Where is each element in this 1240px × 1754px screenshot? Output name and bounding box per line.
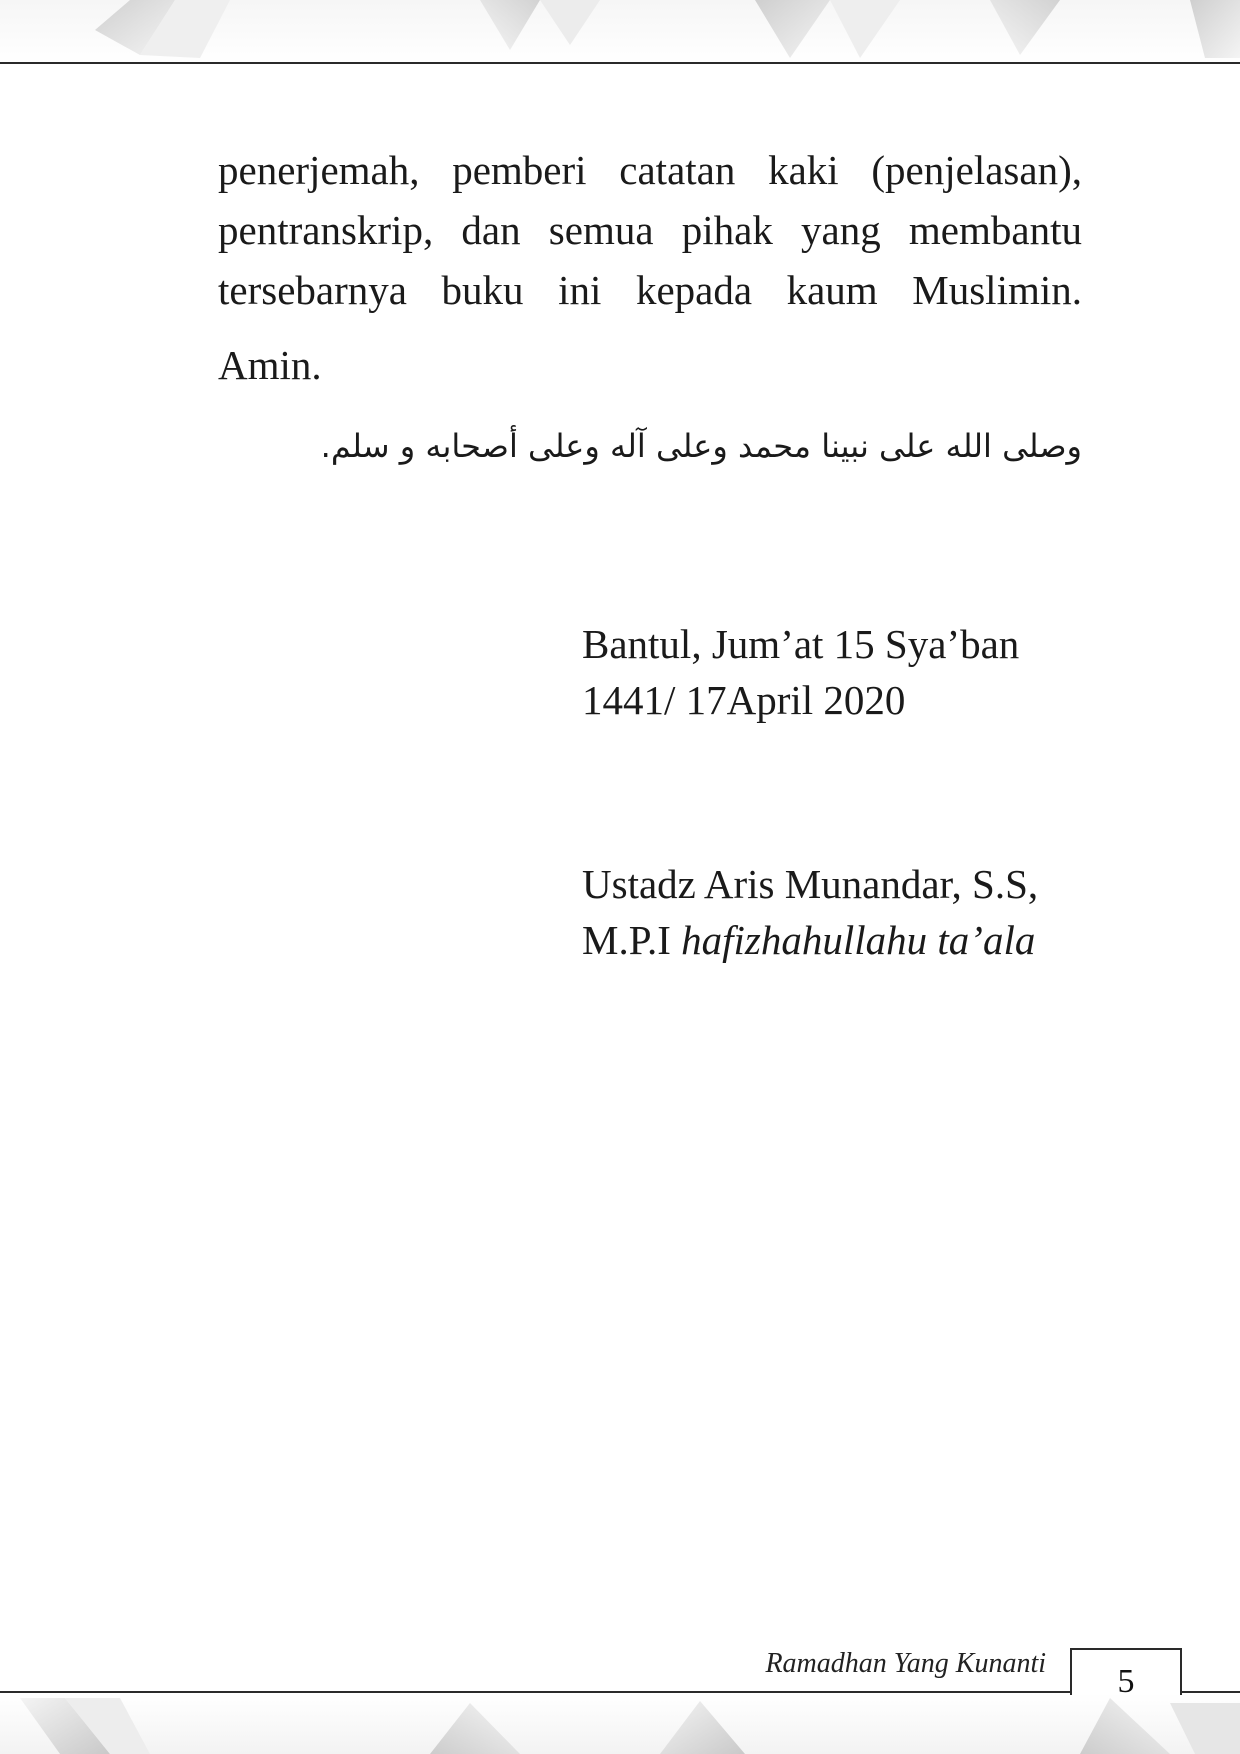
author-honorific: hafizhahullahu ta’ala [681,917,1036,963]
triangle-pattern-icon [0,1693,1240,1754]
body-paragraph: penerjemah, pemberi catatan kaki (penjelasan), pentranskrip, dan semua pihak yang membantu tersebarnya buku ini kepada kaum Muslimin. [218,147,1082,313]
header-rule [0,62,1240,64]
page-number: 5 [1117,1663,1135,1700]
date-line-2: 1441/ 17April 2020 [582,677,906,723]
amin-paragraph: Amin. [218,342,322,388]
footer-decoration [0,1693,1240,1754]
author-title-line [582,912,1082,968]
signature-author [582,856,1082,968]
running-title: Ramadhan Yang Kunanti [765,1648,1046,1679]
arabic-salawat: وصلى الله على نبينا محمد وعلى آله وعلى أصحابه و سلم. [320,427,1082,465]
header-decoration [0,0,1240,64]
triangle-pattern-icon [0,0,1240,64]
author-name: Ustadz Aris Munandar, S.S, [582,861,1039,907]
author-degree: M.P.I [582,917,671,963]
signature-date [582,616,1082,728]
date-line-1: Bantul, Jum’at 15 Sya’ban [582,621,1020,667]
